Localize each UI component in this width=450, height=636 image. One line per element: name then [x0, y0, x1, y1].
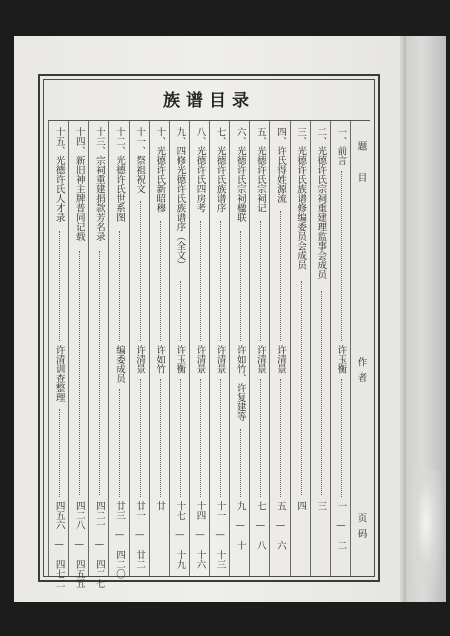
header-author: 作者 — [355, 357, 367, 388]
toc-entry-title: 三、光德许氏族谱修编委员会成员 — [295, 127, 307, 270]
toc-entry-title: 十三、宗祠重建捐款芳名录 — [93, 127, 105, 241]
dot-leader — [200, 221, 201, 341]
toc-entry-title: 十一、祭祖祝文 — [134, 127, 146, 194]
toc-entry-column — [229, 121, 249, 576]
toc-entry-title: 二、光德许氏宗祠重建理监事会成员 — [315, 127, 327, 279]
toc-entry-pages: 廿 — [154, 501, 166, 511]
dot-leader — [260, 221, 261, 341]
toc-entry-title: 五、光德许氏宗祠记 — [254, 127, 266, 213]
toc-entry-title: 十五、光德许氏人才录 — [53, 127, 65, 222]
toc-entry-pages: 十七 — 十九 — [174, 501, 186, 569]
toc-title: 族谱目录 — [163, 91, 255, 111]
toc-entry-column — [330, 121, 350, 576]
toc-entry-column — [290, 121, 310, 576]
dot-leader — [119, 231, 120, 341]
toc-entry-author: 许清景 — [254, 345, 266, 374]
toc-entry-title: 十、光德许氏新昭穆 — [154, 127, 166, 213]
toc-entry-author: 许玉衡 — [174, 345, 186, 374]
toc-entry-author: 编委成员 — [113, 345, 125, 383]
dot-leader — [341, 171, 342, 341]
toc-entry-pages: 廿三 — 四二〇 — [113, 501, 125, 579]
dot-leader — [321, 291, 322, 495]
dot-leader — [240, 231, 241, 341]
dot-leader — [260, 379, 261, 497]
toc-entry-pages: 十四 — 十六 — [194, 501, 206, 569]
toc-columns — [48, 120, 370, 588]
toc-frame — [38, 74, 380, 588]
toc-entry-pages: 九 — 十 — [234, 501, 246, 550]
dot-leader — [59, 231, 60, 341]
toc-entry-column — [249, 121, 269, 576]
toc-entry-author: 许清景 — [274, 345, 286, 374]
toc-entry-author: 许清景 — [214, 345, 226, 374]
toc-entry-author: 许清景 — [194, 345, 206, 374]
toc-entry-column — [269, 121, 289, 576]
dot-leader — [240, 429, 241, 497]
toc-entry-title: 七、光德许氏族谱序 — [214, 127, 226, 213]
dot-leader — [220, 379, 221, 497]
dot-leader — [341, 379, 342, 497]
toc-entry-column — [48, 121, 68, 588]
dot-leader — [280, 211, 281, 341]
toc-entry-pages: 一 — 二 — [335, 501, 347, 550]
dot-leader — [200, 379, 201, 497]
toc-entry-column — [189, 121, 209, 576]
dot-leader — [180, 281, 181, 341]
toc-entry-author: 许玉衡 — [335, 345, 347, 374]
toc-entry-title: 一、前言 — [335, 127, 347, 165]
toc-entry-column — [108, 121, 128, 579]
toc-header-column — [350, 121, 370, 576]
dot-leader — [280, 379, 281, 497]
toc-entry-pages: 四二八 — 四五五 — [73, 501, 85, 588]
dot-leader — [220, 221, 221, 341]
dot-leader — [119, 389, 120, 497]
dot-leader — [160, 379, 161, 497]
dot-leader — [140, 379, 141, 497]
toc-entry-title: 十二、光德许氏世系图 — [113, 127, 125, 222]
dot-leader — [140, 201, 141, 341]
toc-entry-pages: 四五六 — 四七二 — [53, 501, 65, 588]
toc-entry-author: 许如竹、许复建等 — [234, 345, 246, 421]
dot-leader — [160, 221, 161, 341]
toc-entry-pages: 四 — [295, 501, 307, 511]
dot-leader — [180, 379, 181, 497]
toc-entry-pages: 四二一 — 四二七 — [93, 501, 105, 588]
dot-leader — [79, 251, 80, 495]
toc-entry-pages: 十一 — 十三 — [214, 501, 226, 569]
toc-entry-column — [310, 121, 330, 576]
toc-entry-pages: 七 — 八 — [254, 501, 266, 550]
toc-entry-author: 许清景 — [134, 345, 146, 374]
toc-entry-column — [169, 121, 189, 576]
dot-leader — [99, 251, 100, 495]
toc-entry-column — [68, 121, 88, 588]
toc-entry-author: 许清训查整理 — [53, 345, 65, 402]
toc-entry-column — [209, 121, 229, 576]
flower-photo — [408, 470, 444, 600]
toc-entry-title: 六、光德许氏宗祠楹联 — [234, 127, 246, 222]
toc-entry-pages: 廿一 — 廿二 — [134, 501, 146, 569]
toc-entry-column — [88, 121, 108, 588]
dot-leader — [301, 281, 302, 495]
toc-entry-title: 十四、新旧神主牌普同记载 — [73, 127, 85, 241]
toc-entry-title: 九、四修光德许氏族谱序（全文） — [174, 127, 186, 270]
header-pages: 页码 — [355, 513, 367, 544]
toc-entry-title: 八、光德许氏四房考 — [194, 127, 206, 213]
header-topic: 题目 — [355, 141, 367, 204]
toc-entry-column — [149, 121, 169, 576]
toc-entry-pages: 三 — [315, 501, 327, 511]
dot-leader — [59, 409, 60, 497]
toc-entry-pages: 五 — 六 — [274, 501, 286, 550]
toc-entry-column — [129, 121, 149, 576]
toc-entry-title: 四、许氏得姓源流 — [274, 127, 286, 203]
toc-entry-author: 许如竹 — [154, 345, 166, 374]
